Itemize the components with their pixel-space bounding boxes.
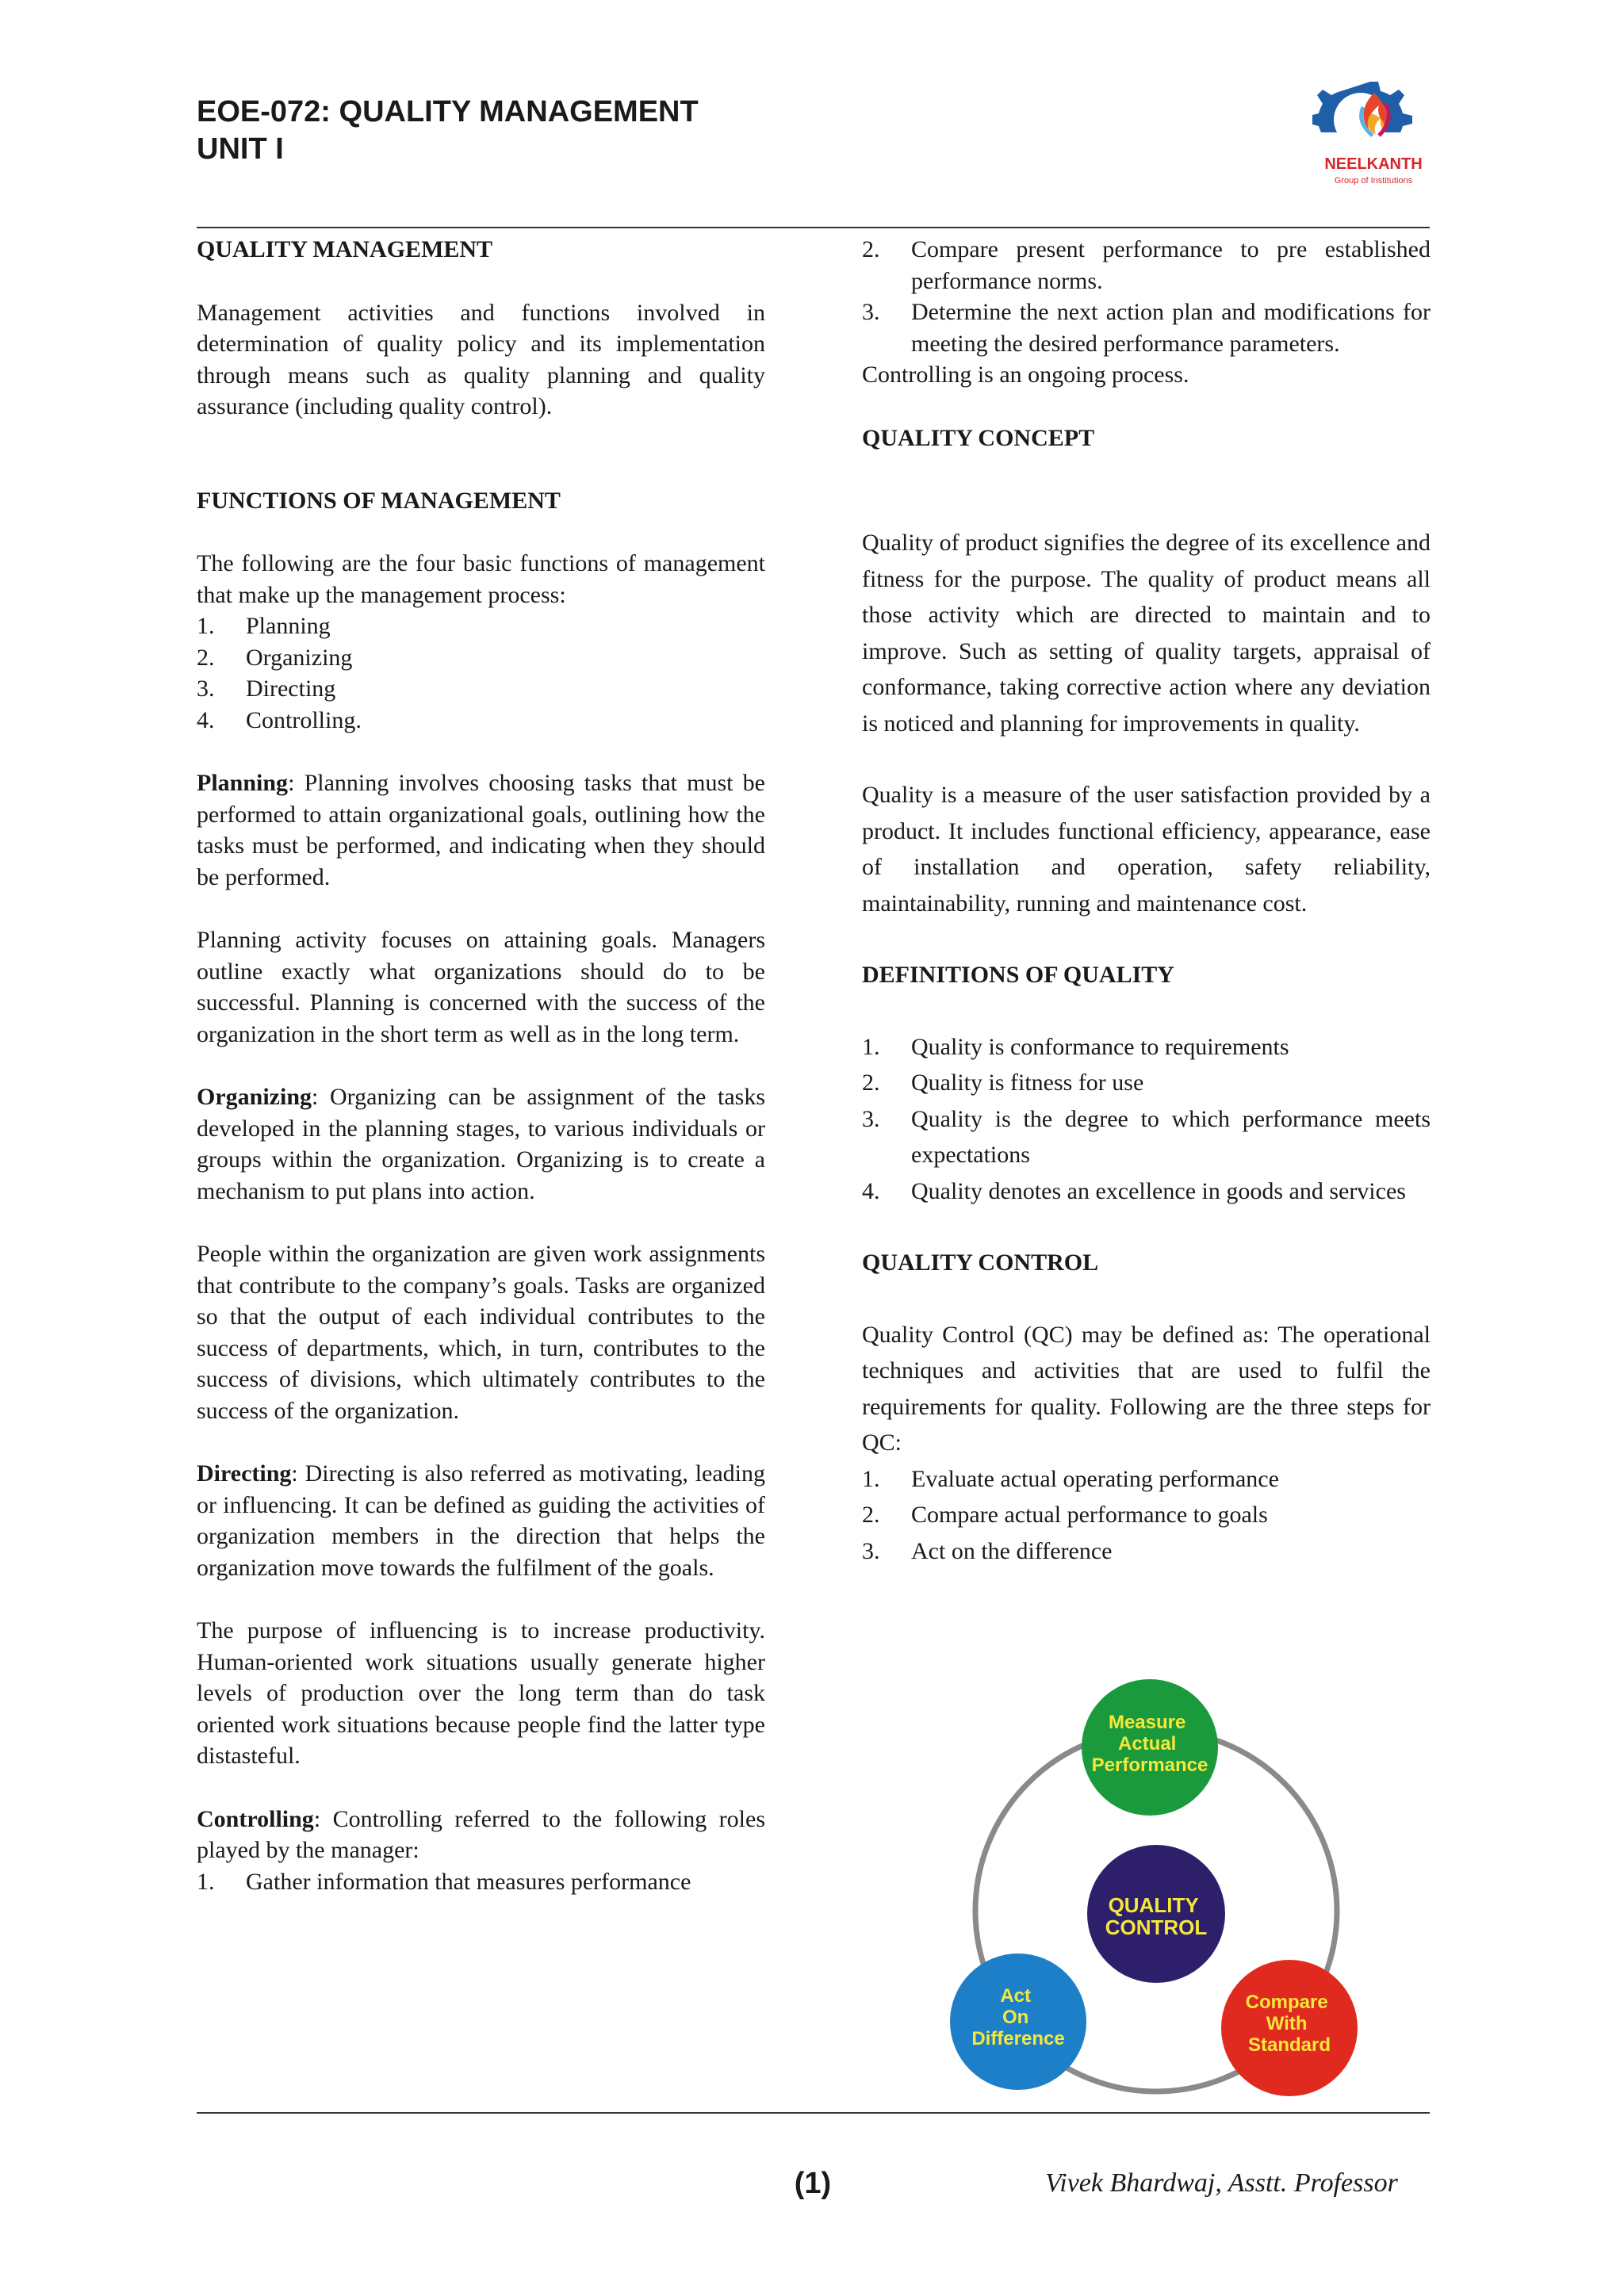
heading-quality-concept: QUALITY CONCEPT (862, 424, 1095, 451)
controlling-paragraph: Controlling: Controlling referred to the following roles played by the manager: (197, 1805, 765, 1863)
neelkanth-logo (1312, 75, 1435, 194)
list-item: 2. Quality is fitness for use (862, 1070, 1144, 1096)
heading-quality-management: QUALITY MANAGEMENT (197, 236, 493, 262)
logo-subtext: Group of Institutions (1334, 176, 1413, 186)
list-item: 1. Gather information that measures performance (197, 1868, 691, 1895)
quality-concept-paragraph-1: Quality of product signifies the degree of its excellence and fitness for the purpose. The quality of product means all those activity which are directed to maintain and to improve. Such as setting of quality targets, appraisal of conformance, taking corrective action where any deviation is noticed and planning for improvements in quality. (862, 530, 1431, 737)
functions-list (197, 610, 765, 736)
list-item: 1. Quality is conformance to requirements (862, 1033, 1289, 1060)
header-rule (197, 227, 1430, 228)
list-item: 3. Quality is the degree to which performance meets expectations (862, 1105, 1431, 1168)
list-item: 2. Compare present performance to pre established performance norms. (862, 236, 1431, 294)
organizing-paragraph-2: People within the organization are given work assignments that contribute to the company’s goals. Tasks are organized so that the output of each individual contributes to the success of departments, which, in turn, contributes to the success of divisions, which ultimately contributes to the success of the organization. (197, 1241, 765, 1424)
planning-term: Planning (197, 770, 289, 796)
left-column (197, 234, 765, 1897)
organizing-paragraph: Organizing: Organizing can be assignment of the tasks developed in the planning stages, to various individuals or groups within the organization. Organizing is to create a mechanism to put plans into action. (197, 1084, 765, 1204)
svg-text:QUALITY CONTROL (1105, 1893, 1208, 1939)
list-item: 1. Planning (197, 613, 331, 639)
author-credit: Vivek Bhardwaj, Asstt. Professor (1045, 2168, 1398, 2198)
heading-quality-control: QUALITY CONTROL (862, 1249, 1099, 1276)
list-item: 2. Organizing (197, 644, 353, 671)
act-label-line3: Difference (971, 2028, 1065, 2049)
act-label-line2: On (1002, 2007, 1029, 2028)
quality-concept-paragraph-2: Quality is a measure of the user satisfaction provided by a product. It includes functional efficiency, appearance, ease of installation and operation, safety reliability, maintainability, running and maintenance cost. (862, 782, 1431, 916)
document-title (197, 94, 699, 168)
controlling-list-start (197, 1866, 765, 1898)
measure-label-line1: Measure (1108, 1712, 1186, 1733)
directing-paragraph: Directing: Directing is also referred as motivating, leading or influencing. It can be defined as guiding the activities of organization members in the direction that helps the organization move towards the fulfilment of the goals. (197, 1460, 765, 1581)
compare-label-line1: Compare (1245, 1992, 1328, 2013)
list-item: 3. Directing (197, 675, 336, 702)
center-label-line1: QUALITY (1108, 1893, 1199, 1917)
list-item: 3. Act on the difference (862, 1537, 1113, 1564)
organizing-term: Organizing (197, 1084, 312, 1110)
directing-paragraph-2: The purpose of influencing is to increase productivity. Human-oriented work situations usually generate higher levels of production over the long term than do task oriented work situations because people find the latter type distasteful. (197, 1617, 765, 1769)
planning-paragraph-2: Planning activity focuses on attaining goals. Managers outline exactly what organizations should do to be successful. Planning is concerned with the success of the organization in the short term as well as in the long term. (197, 927, 765, 1047)
list-item: 4. Quality denotes an excellence in goods and services (862, 1177, 1406, 1204)
list-item: 3. Determine the next action plan and modifications for meeting the desired performance parameters. (862, 299, 1431, 357)
controlling-note: Controlling is an ongoing process. (862, 362, 1189, 388)
measure-label-line2: Actual (1117, 1733, 1177, 1755)
center-label-line2: CONTROL (1105, 1915, 1208, 1939)
controlling-list-continued (862, 234, 1431, 359)
heading-definitions-of-quality: DEFINITIONS OF QUALITY (862, 962, 1174, 988)
planning-paragraph: Planning: Planning involves choosing tasks that must be performed to attain organizational goals, outlining how the tasks must be performed, and indicating when they should be performed. (197, 770, 765, 890)
list-item: 2. Compare actual performance to goals (862, 1502, 1268, 1528)
footer-rule (197, 2112, 1430, 2114)
definitions-list (862, 1029, 1431, 1210)
right-column-upper (862, 234, 1431, 453)
act-label-line1: Act (1000, 1985, 1031, 2007)
right-column-lower (862, 525, 1431, 1569)
controlling-term: Controlling (197, 1805, 314, 1832)
qc-steps-list (862, 1461, 1431, 1570)
compare-label-line3: Standard (1247, 2034, 1331, 2056)
list-item: 1. Evaluate actual operating performance (862, 1465, 1279, 1492)
functions-intro: The following are the four basic functions of management that make up the management process: (197, 550, 765, 608)
list-item: 4. Controlling. (197, 706, 362, 733)
logo-text: NEELKANTH (1324, 155, 1423, 173)
compare-label-line2: With (1266, 2013, 1308, 2034)
title-line-course: EOE-072: QUALITY MANAGEMENT (197, 95, 699, 128)
qm-definition: Management activities and functions involved in determination of quality policy and its implementation through means such as quality planning and quality assurance (including quality control). (197, 299, 765, 419)
page-number: (1) (794, 2167, 832, 2200)
heading-functions-of-management: FUNCTIONS OF MANAGEMENT (197, 487, 561, 514)
quality-control-paragraph: Quality Control (QC) may be defined as: The operational techniques and activities that are used to fulfil the requirements for quality. Following are the three steps for QC: (862, 1321, 1431, 1456)
directing-term: Directing (197, 1460, 292, 1487)
title-line-unit: UNIT I (197, 132, 284, 166)
quality-control-cycle-diagram (944, 1679, 1380, 2107)
measure-label-line3: Performance (1091, 1755, 1208, 1776)
